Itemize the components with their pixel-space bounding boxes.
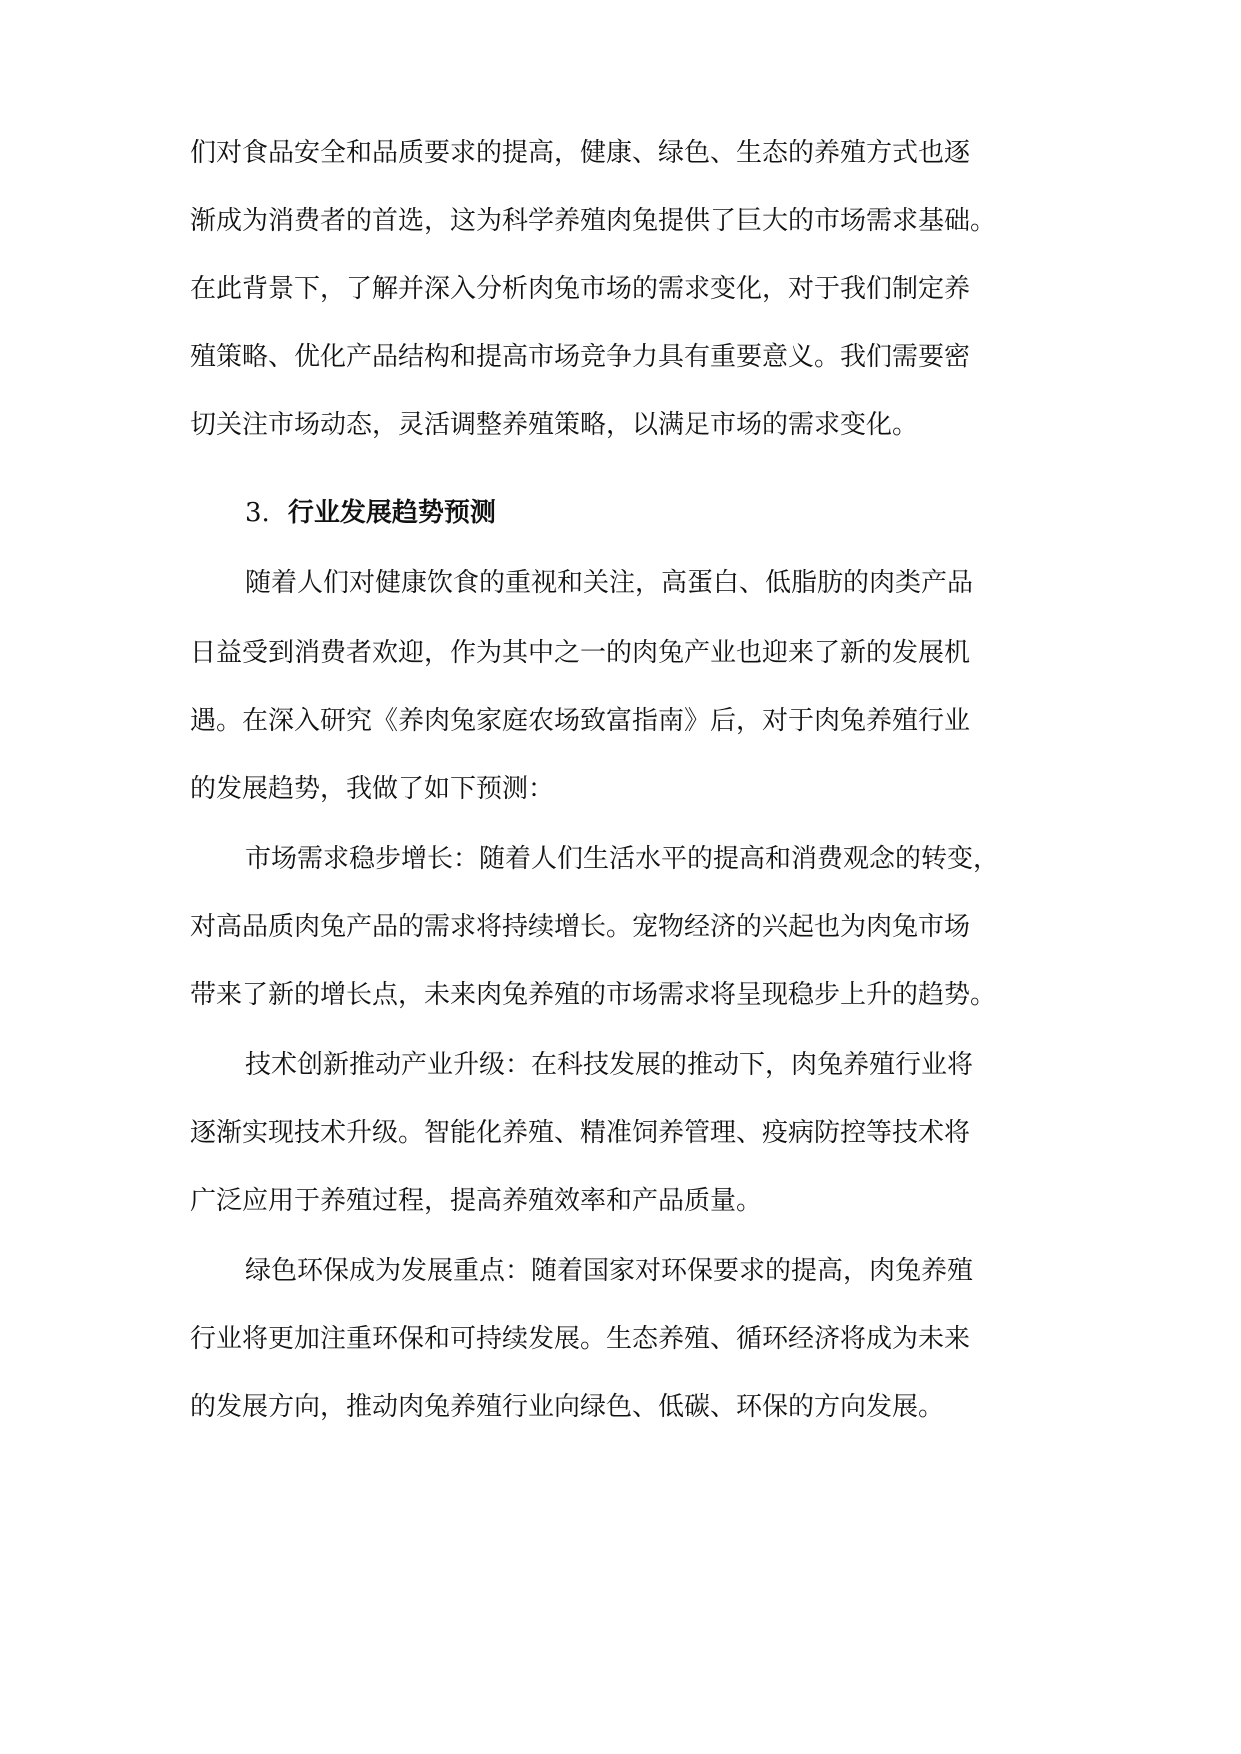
paragraph-line: 行业将更加注重环保和可持续发展。生态养殖、循环经济将成为未来 [190,1324,971,1354]
paragraph-line: 殖策略、优化产品结构和提高市场竞争力具有重要意义。我们需要密 [190,342,971,372]
paragraph-line: 对高品质肉兔产品的需求将持续增长。宠物经济的兴起也为肉兔市场 [190,912,971,942]
paragraph-line: 技术创新推动产业升级：在科技发展的推动下，肉兔养殖行业将 [245,1050,974,1080]
paragraph-line: 的发展方向，推动肉兔养殖行业向绿色、低碳、环保的方向发展。 [190,1392,945,1422]
paragraph-line: 切关注市场动态，灵活调整养殖策略，以满足市场的需求变化。 [190,410,919,440]
section-heading [245,496,1145,530]
paragraph-line: 们对食品安全和品质要求的提高，健康、绿色、生态的养殖方式也逐 [190,138,971,168]
paragraph-line: 市场需求稳步增长：随着人们生活水平的提高和消费观念的转变， [245,844,1000,874]
paragraph-line: 日益受到消费者欢迎，作为其中之一的肉兔产业也迎来了新的发展机 [190,638,971,668]
paragraph-line: 逐渐实现技术升级。智能化养殖、精准饲养管理、疫病防控等技术将 [190,1118,971,1148]
paragraph-line: 带来了新的增长点，未来肉兔养殖的市场需求将呈现稳步上升的趋势。 [190,980,997,1010]
paragraph-line: 的发展趋势，我做了如下预测： [190,774,555,804]
paragraph-line: 绿色环保成为发展重点：随着国家对环保要求的提高，肉兔养殖 [245,1256,974,1286]
paragraph-line: 随着人们对健康饮食的重视和关注，高蛋白、低脂肪的肉类产品 [245,568,974,598]
section-number: 3. [245,498,270,528]
paragraph-line: 广泛应用于养殖过程，提高养殖效率和产品质量。 [190,1186,763,1216]
paragraph-line: 在此背景下，了解并深入分析肉兔市场的需求变化，对于我们制定养 [190,274,971,304]
paragraph-line: 遇。在深入研究《养肉兔家庭农场致富指南》后，对于肉兔养殖行业 [190,706,971,736]
paragraph-line: 渐成为消费者的首选，这为科学养殖肉兔提供了巨大的市场需求基础。 [190,206,997,236]
section-title: 行业发展趋势预测 [287,498,496,528]
